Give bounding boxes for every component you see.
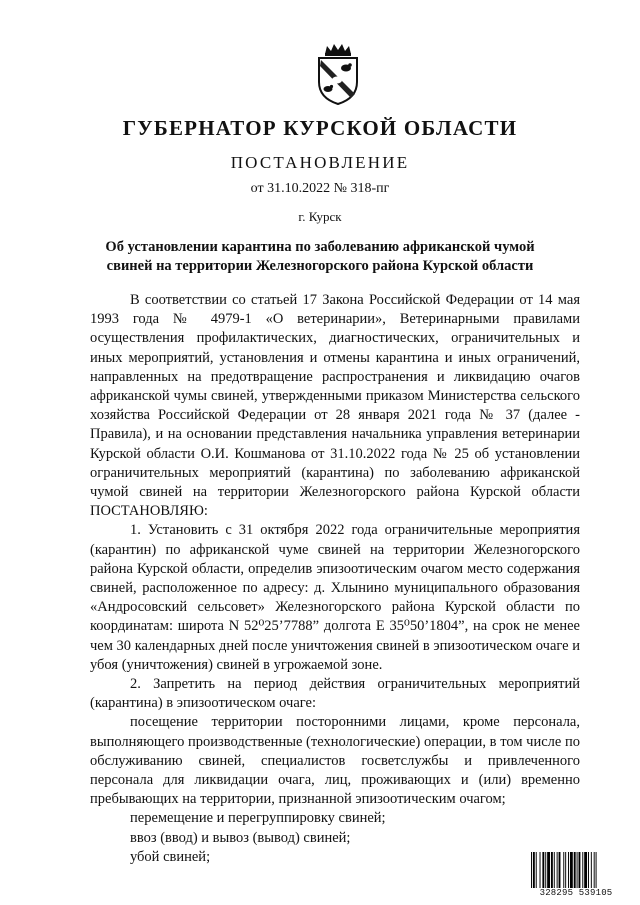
barcode-icon xyxy=(530,852,622,888)
document-type: ПОСТАНОВЛЕНИЕ xyxy=(230,153,410,172)
paragraph-subitem: убой свиней; xyxy=(130,848,211,865)
barcode-number: 328295 539105 xyxy=(539,888,613,898)
document-title-line: Об установлении карантина по заболеванию африканской чумой xyxy=(105,239,535,255)
paragraph-item-1: 1. Установить с 31 октября 2022 года ограничительные мероприятия (карантин) по африканской чуме свиней на территории Железногорского района Курской области, определив эпизоотическим очагом место содержания свиней, расположенное по адресу: д. Хлынино муниципального образования «Андросовский сельсовет» Железногорского района Курской области по координатам: широта N 52⁰25’7788” долгота E 35⁰50’1804”, на срок не менее чем 30 календарных дней после уничтожения свиней в эпизоотическом очаге и убоя (уничтожения) свиней в угрожаемой зоне. xyxy=(90,522,580,673)
document-title xyxy=(90,238,550,276)
barcode xyxy=(530,852,622,900)
paragraph-subitem: посещение территории посторонними лицами, кроме персонала, выполняющего производственные (технологические) операции, в том числе по обслуживанию свиней, специалистов госветслужбы и привлеченного персонала для ликвидации очага, лиц, проживающих и (или) временно пребывающих на территории, признанной эпизоотическим очагом; xyxy=(90,714,580,808)
document-number: от 31.10.2022 № 318-пг xyxy=(250,181,390,196)
paragraph-preamble: В соответствии со статьей 17 Закона Российской Федерации от 14 мая 1993 года № 4979-1 «О ветеринарии», Ветеринарными правилами осуществления профилактических, диагностических, ограничительных и иных мероприятий, установления и отмены карантина и иных ограничений, направленных на предотвращение распространения и ликвидацию очагов африканской чумы свиней, утвержденными приказом Министерства сельского хозяйства Российской Федерации от 28 января 2021 года № 37 (далее - Правила), и на основании представления начальника управления ветеринарии Курской области О.И. Кошманова от 31.10.2022 года № 25 об установлении ограничительных мероприятий (карантина) по заболеванию африканской чумой свиней на территории Железногорского района Курской области ПОСТАНОВЛЯЮ: xyxy=(90,292,580,520)
paragraph-subitem: перемещение и перегруппировку свиней; xyxy=(130,810,386,827)
kursk-coat-of-arms-icon xyxy=(313,42,363,106)
governor-title: ГУБЕРНАТОР КУРСКОЙ ОБЛАСТИ xyxy=(122,116,518,140)
paragraph-subitem: ввоз (ввод) и вывоз (вывод) свиней; xyxy=(130,829,351,846)
document-body xyxy=(90,291,580,867)
document-title-line: свиней на территории Железногорского района Курской области xyxy=(106,258,534,274)
document-city: г. Курск xyxy=(298,209,342,224)
paragraph-item-2: 2. Запретить на период действия ограничительных мероприятий (карантина) в эпизоотическом очаге: xyxy=(90,676,580,712)
